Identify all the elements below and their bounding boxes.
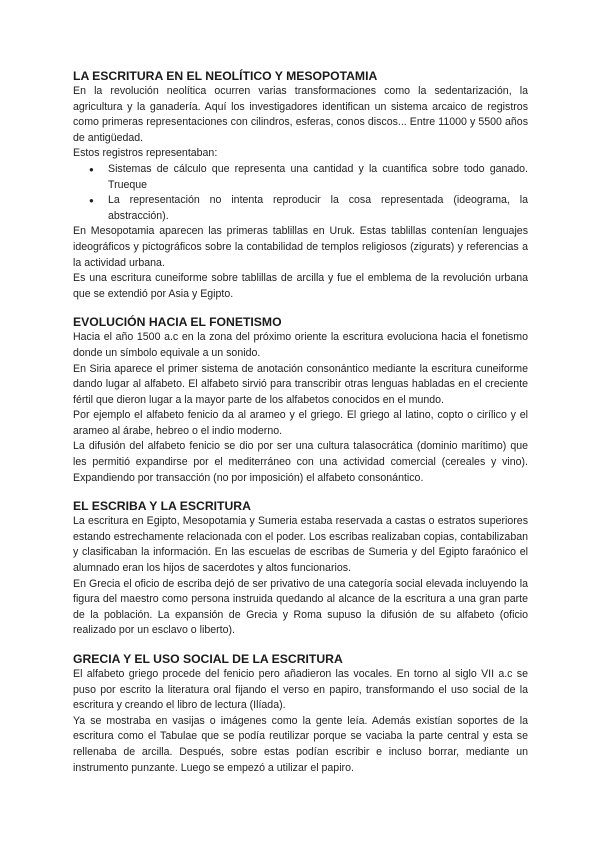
- bullet-list: [73, 162, 528, 224]
- section-heading: EVOLUCIÓN HACIA EL FONETISMO: [73, 315, 282, 330]
- paragraph: Ya se mostraba en vasijas o imágenes como la gente leía. Además existían soportes de la escritura como el Tabulae que se podía reutilizar porque se vaciaba la parte central y esta se rellenaba de arcilla. Después, sobre estas podían escribir e incluso borrar, mediante un instrumento punzante. Luego se empezó a utilizar el papiro.: [73, 714, 528, 774]
- document-page: [73, 68, 528, 788]
- bullet-item: ● Sistemas de cálculo que representa una cantidad y la cuantifica sobre todo ganado. Trueque: [73, 162, 528, 193]
- section-grecia: [73, 651, 528, 776]
- section-escriba: [73, 498, 528, 639]
- section-heading: LA ESCRITURA EN EL NEOLÍTICO Y MESOPOTAMIA: [73, 69, 378, 83]
- paragraph: Hacia el año 1500 a.c en la zona del próximo oriente la escritura evoluciona hacia el fonetismo donde un símbolo equivale a un sonido.: [73, 331, 528, 359]
- section-neolitico: [73, 68, 528, 302]
- paragraph: En la revolución neolítica ocurren varias transformaciones como la sedentarización, la agricultura y la ganadería. Aquí los investigadores identifican un sistema arcaico de registros como primeras representaciones con cilindros, esferas, conos discos... Entre 11000 y 5500 años de antigüedad.: [73, 85, 528, 144]
- paragraph: Por ejemplo el alfabeto fenicio da al arameo y el griego. El griego al latino, copto o cirílico y el arameo al árabe, hebreo o el indio moderno.: [73, 409, 528, 437]
- section-heading: GRECIA Y EL USO SOCIAL DE LA ESCRITURA: [73, 652, 343, 666]
- paragraph: Estos registros representaban:: [73, 147, 218, 160]
- paragraph: Es una escritura cuneiforme sobre tablillas de arcilla y fue el emblema de la revolución urbana que se extendió por Asia y Egipto.: [73, 272, 528, 300]
- bullet-item: ● La representación no intenta reproducir la cosa representada (ideograma, la abstracción).: [73, 193, 528, 224]
- paragraph: En Grecia el oficio de escriba dejó de ser privativo de una categoría social elevada incluyendo la figura del maestro como persona instruida quedando al alcance de la escritura a una gran parte de la población. La expansión de Grecia y Roma supuso la difusión de su alfabeto (oficio realizado por un esclavo o liberto).: [73, 577, 528, 637]
- paragraph: En Siria aparece el primer sistema de anotación consonántico mediante la escritura cuneiforme dando lugar al alfabeto. El alfabeto sirvió para transcribir otras lenguas habladas en el creciente fértil que dieron lugar a la mayor parte de los alfabetos conocidos en el mundo.: [73, 362, 528, 406]
- paragraph: En Mesopotamia aparecen las primeras tablillas en Uruk. Estas tablillas contenían lenguajes ideográficos y pictográficos sobre la contabilidad de templos religiosos (zigurats) y referencias a la actividad urbana.: [73, 225, 528, 269]
- paragraph: La difusión del alfabeto fenicio se dio por ser una cultura talasocrática (dominio marítimo) que les permitió expandirse por el mediterráneo con una actividad comercial (cereales y vino). Expandiendo por transacción (no por imposición) el alfabeto consonántico.: [73, 440, 528, 484]
- section-fonetismo: [73, 314, 528, 486]
- section-heading: EL ESCRIBA Y LA ESCRITURA: [73, 499, 251, 514]
- paragraph: La escritura en Egipto, Mesopotamia y Sumeria estaba reservada a castas o estratos superiores estando estrechamente relacionada con el poder. Los escribas realizaban copias, contabilizaban y clasificaban la información. En las escuelas de escribas de Sumeria y del Egipto faraónico el alumnado eran los hijos de sacerdotes y altos funcionarios.: [73, 515, 528, 575]
- paragraph: El alfabeto griego procede del fenicio pero añadieron las vocales. En torno al siglo VII a.c se puso por escrito la literatura oral fijando el verso en papiro, transformando el uso social de la escritura y creando el libro de lectura (Ilíada).: [73, 668, 528, 712]
